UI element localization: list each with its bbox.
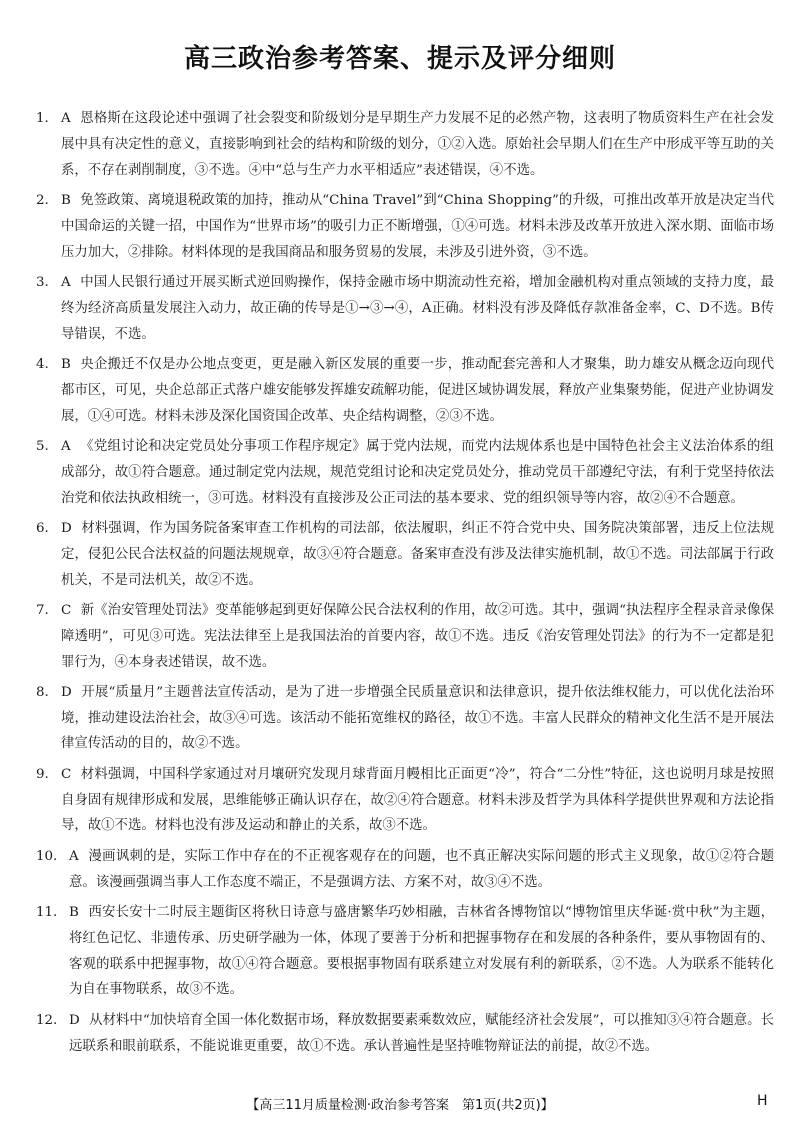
question-number: 4. <box>36 356 49 372</box>
explanation-text: 免签政策、离境退税政策的加持，推动从“China Travel”到“China Shopping”的升级，可推出改革开放是决定当代中国命运的关键一招，中国作为“世界市场”的吸引力正不断增强，①④可选。材料未涉及改革开放进入深水期、面临市场压力加大，②排除。材料体现的是我国商品和服务贸易的发展，未涉及引进外资，③不选。 <box>61 192 774 260</box>
question-number: 5. <box>36 438 49 454</box>
question-item <box>36 106 774 183</box>
question-item <box>36 270 774 347</box>
question-item <box>36 188 774 265</box>
answer-letter: A <box>61 274 71 290</box>
answer-letter: D <box>61 520 72 536</box>
explanation-text: 漫画讽刺的是，实际工作中存在的不正视客观存在的问题，也不真正解决实际问题的形式主义现象，故①②符合题意。该漫画强调当事人工作态度不端正，不是强调方法、方案不对，故③④不选。 <box>69 848 774 890</box>
explanation-text: 央企搬迁不仅是办公地点变更，更是融入新区发展的重要一步，推动配套完善和人才聚集，助力雄安从概念迈向现代都市区，可见，央企总部正式落户雄安能够发挥雄安疏解功能，促进区域协调发展，释放产业集聚势能，促进产业协调发展，①④可选。材料未涉及深化国资国企改革、央企结构调整，②③不选。 <box>61 356 774 424</box>
explanation-text: 新《治安管理处罚法》变革能够起到更好保障公民合法权利的作用，故②可选。其中，强调“执法程序全程录音录像保障透明”，可见③可选。宪法法律至上是我国法治的首要内容，故①不选。违反《治安管理处罚法》的行为不一定都是犯罪行为，④本身表述错误，故不选。 <box>61 602 774 670</box>
explanation-text: 开展“质量月”主题普法宣传活动，是为了进一步增强全民质量意识和法律意识，提升依法维权能力，可以优化法治环境，推动建设法治社会，故③④可选。该活动不能拓宽维权的路径，故①不选。丰富人民群众的精神文化生活不是开展法律宣传活动的目的，故②不选。 <box>61 684 774 752</box>
question-number: 8. <box>36 684 49 700</box>
question-number: 6. <box>36 520 49 536</box>
page-footer: 【高三11月质量检测·政治参考答案 第1页(共2页)】 <box>246 1098 554 1113</box>
question-item <box>36 598 774 675</box>
answer-letter: D <box>61 684 72 700</box>
answer-letter: A <box>69 848 79 864</box>
question-number: 1. <box>36 111 49 126</box>
answer-letter: A <box>61 111 71 126</box>
version-mark: H <box>757 1093 768 1109</box>
explanation-text: 材料强调，作为国务院备案审查工作机构的司法部，依法履职，纠正不符合党中央、国务院决策部署，违反上位法规定，侵犯公民合法权益的问题法规规章，故③④符合题意。备案审查没有涉及法律实施机制，故①不选。司法部属于行政机关，不是司法机关，故②不选。 <box>61 520 774 588</box>
answer-letter: B <box>61 356 71 372</box>
explanation-text: 中国人民银行通过开展买断式逆回购操作，保持金融市场中期流动性充裕，增加金融机构对重点领域的支持力度，最终为经济高质量发展注入动力，故正确的传导是①→③→④，A正确。材料没有涉及降低存款准备金率，C、D不选。B传导错误，不选。 <box>61 274 774 342</box>
answer-letter: B <box>69 905 79 921</box>
question-item <box>36 1008 774 1060</box>
question-number: 11. <box>36 905 58 921</box>
answer-letter: D <box>69 1012 80 1028</box>
question-item <box>36 762 774 839</box>
explanation-text: 恩格斯在这段论述中强调了社会裂变和阶级划分是早期生产力发展不足的必然产物，这表明了物质资料生产在社会发展中具有决定性的意义，直接影响到社会的结构和阶级的划分，①②入选。原始社会早期人们在生产中形成平等互助的关系，不存在剥削制度，③不选。④中“总与生产力水平相适应”表述错误，④不选。 <box>61 111 774 178</box>
answer-letter: B <box>61 192 71 208</box>
question-item <box>36 900 774 1003</box>
explanation-text: 《党组讨论和决定党员处分事项工作程序规定》属于党内法规，而党内法规体系也是中国特色社会主义法治体系的组成部分，故①符合题意。通过制定党内法规，规范党组讨论和决定党员处分，推动党员干部遵纪守法，有利于党坚持依法治党和依法执政相统一，③可选。材料没有直接涉及公正司法的基本要求、党的组织领导等内容，故②④不合题意。 <box>61 438 774 506</box>
question-item <box>36 516 774 593</box>
question-item <box>36 352 774 429</box>
question-number: 12. <box>36 1012 58 1028</box>
question-item <box>36 434 774 511</box>
question-number: 2. <box>36 192 49 208</box>
question-number: 9. <box>36 766 49 782</box>
question-number: 3. <box>36 274 49 290</box>
explanation-text: 从材料中“加快培育全国一体化数据市场，释放数据要素乘数效应，赋能经济社会发展”，可以推知③④符合题意。长远联系和眼前联系，不能说谁更重要，故①不选。承认普遍性是坚持唯物辩证法的前提，故②不选。 <box>69 1012 774 1054</box>
answer-letter: C <box>61 602 72 618</box>
page-title: 高三政治参考答案、提示及评分细则 <box>183 44 616 74</box>
question-number: 7. <box>36 602 49 618</box>
explanation-text: 材料强调，中国科学家通过对月壤研究发现月球背面月幔相比正面更“冷”，符合“二分性”特征，这也说明月球是按照自身固有规律形成和发展，思维能够正确认识存在，故②④符合题意。材料未涉及哲学为具体科学提供世界观和方法论指导，故①不选。材料也没有涉及运动和静止的关系，故③不选。 <box>61 766 774 834</box>
answer-letter: A <box>61 438 71 454</box>
question-list <box>36 106 774 1064</box>
answer-letter: C <box>61 766 72 782</box>
question-number: 10. <box>36 848 58 864</box>
explanation-text: 西安长安十二时辰主题街区将秋日诗意与盛唐繁华巧妙相融，吉林省各博物馆以“博物馆里庆华诞·赏中秋”为主题，将红色记忆、非遗传承、历史研学融为一体，体现了要善于分析和把握事物存在和发展的各种条件，要从事物固有的、客观的联系中把握事物，故①④符合题意。要根据事物固有联系建立对发展有利的新联系，②不选。人为联系不能转化为自在事物联系，故③不选。 <box>69 905 774 998</box>
question-item <box>36 844 774 896</box>
question-item <box>36 680 774 757</box>
